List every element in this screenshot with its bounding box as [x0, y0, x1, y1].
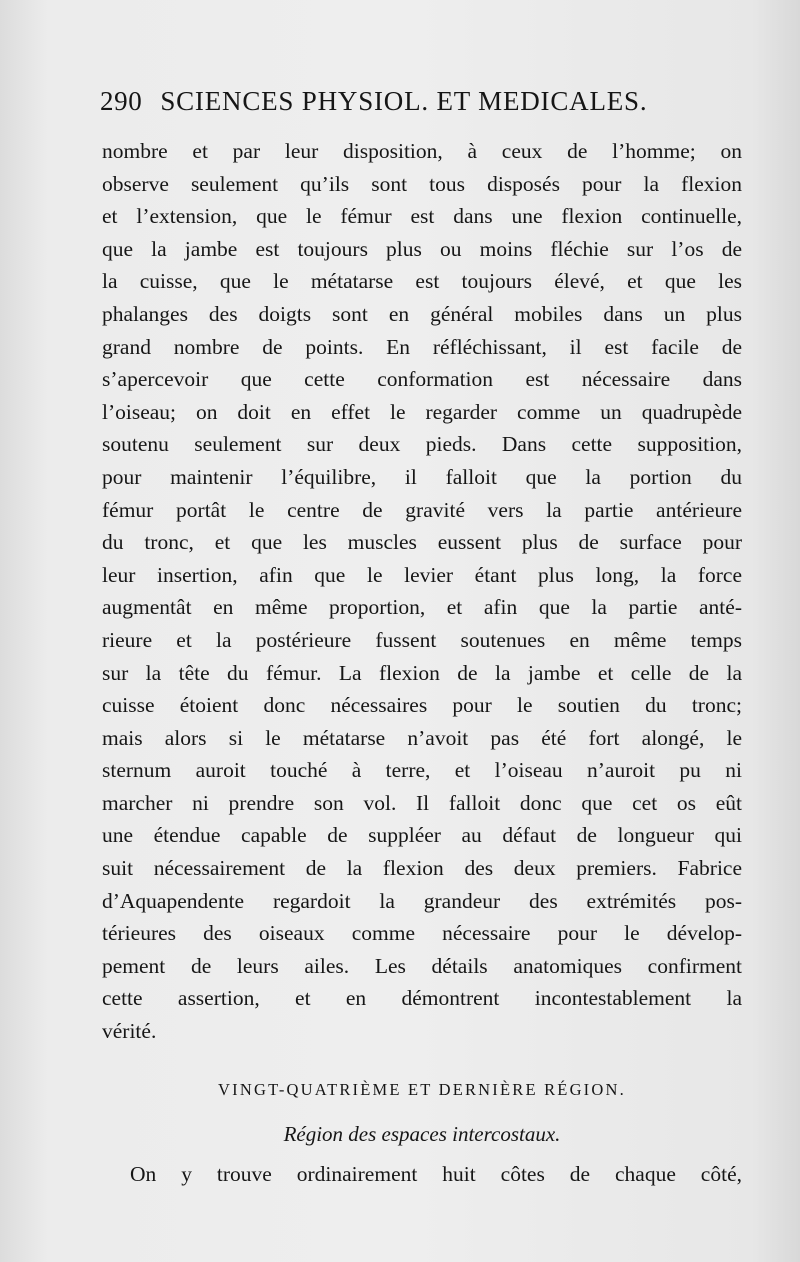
text-line: du tronc, et que les muscles eussent plus de surface pour: [102, 530, 742, 555]
text-line: pement de leurs ailes. Les détails anatomiques confirment: [102, 953, 742, 978]
text-line: marcher ni prendre son vol. Il falloit donc que cet os eût: [102, 790, 742, 815]
text-line: vérité.: [102, 1019, 157, 1044]
text-line: la cuisse, que le métatarse est toujours élevé, et que les: [102, 269, 742, 294]
section-heading: VINGT-QUATRIÈME ET DERNIÈRE RÉGION.: [218, 1080, 626, 1099]
text-line: cuisse étoient donc nécessaires pour le soutien du tronc;: [102, 693, 742, 718]
text-line: observe seulement qu’ils sont tous disposés pour la flexion: [102, 171, 742, 196]
text-line: leur insertion, afin que le levier étant plus long, la force: [102, 562, 742, 587]
text-line: cette assertion, et en démontrent incontestablement la: [102, 986, 742, 1011]
text-line: et l’extension, que le fémur est dans une flexion continuelle,: [102, 204, 742, 229]
text-line: rieure et la postérieure fussent soutenues en même temps: [102, 627, 742, 652]
text-line: soutenu seulement sur deux pieds. Dans cette supposition,: [102, 432, 742, 457]
text-line: s’apercevoir que cette conformation est nécessaire dans: [102, 367, 742, 392]
paragraph-first-line: On y trouve ordinairement huit côtes de chaque côté,: [130, 1162, 742, 1186]
text-line: fémur portât le centre de gravité vers la partie antérieure: [102, 497, 742, 522]
text-line: mais alors si le métatarse n’avoit pas été fort alongé, le: [102, 725, 742, 750]
running-head: SCIENCES PHYSIOL. ET MEDICALES.: [160, 86, 648, 116]
text-line: l’oiseau; on doit en effet le regarder comme un quadrupède: [102, 399, 742, 424]
text-line: térieures des oiseaux comme nécessaire pour le dévelop-: [102, 921, 742, 946]
text-line: sur la tête du fémur. La flexion de la jambe et celle de la: [102, 660, 742, 685]
text-line: pour maintenir l’équilibre, il falloit que la portion du: [102, 464, 742, 489]
section-subheading: Région des espaces intercostaux.: [283, 1122, 561, 1146]
text-line: que la jambe est toujours plus ou moins fléchie sur l’os de: [102, 236, 742, 261]
text-line: une étendue capable de suppléer au défaut de longueur qui: [102, 823, 742, 848]
text-line: d’Aquapendente regardoit la grandeur des extrémités pos-: [102, 888, 742, 913]
text-line: phalanges des doigts sont en général mobiles dans un plus: [102, 301, 742, 326]
text-line: augmentât en même proportion, et afin que la partie anté-: [102, 595, 742, 620]
text-line: nombre et par leur disposition, à ceux de l’homme; on: [102, 139, 742, 163]
body-paragraph: [102, 135, 742, 1048]
page-number: 290: [100, 86, 143, 116]
text-line: grand nombre de points. En réfléchissant, il est facile de: [102, 334, 742, 359]
text-line: sternum auroit touché à terre, et l’oiseau n’auroit pu ni: [102, 758, 742, 783]
text-line: suit nécessairement de la flexion des deux premiers. Fabrice: [102, 856, 742, 881]
page-header: [100, 86, 700, 126]
